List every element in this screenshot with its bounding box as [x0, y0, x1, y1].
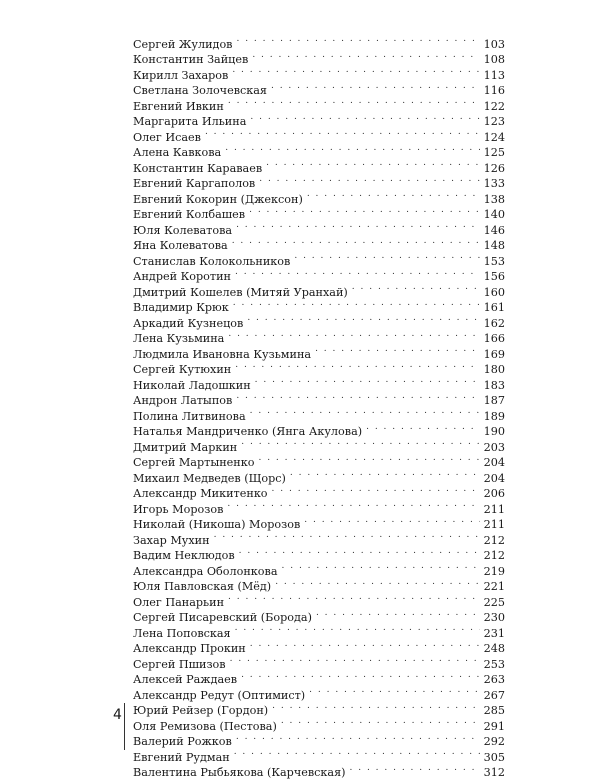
dot-leader: [259, 172, 480, 188]
toc-entry-page: 140: [483, 208, 505, 221]
toc-entry-name: Олег Панарьин: [133, 595, 225, 609]
toc-entry-name: Станислав Колокольников: [133, 254, 291, 268]
dot-leader: [227, 497, 480, 513]
toc-entry-name: Евгений Ивкин: [133, 99, 224, 113]
dot-leader: [290, 466, 480, 482]
toc-entry-name: Наталья Мандриченко (Янга Акулова): [133, 425, 363, 438]
dot-leader: [232, 234, 480, 250]
toc-entry-name: Лена Кузьмина: [133, 332, 225, 345]
toc-entry-page: 108: [483, 53, 505, 66]
toc-entry-name: Кирилл Захаров: [133, 68, 229, 82]
toc-entry-page: 162: [483, 316, 505, 330]
dot-leader: [235, 265, 480, 281]
toc-entry-name: Светлана Золочевская: [133, 84, 267, 97]
dot-leader: [252, 48, 480, 64]
toc-entry-name: Сергей Жулидов: [133, 37, 233, 51]
toc-entry-name: Владимир Крюк: [133, 301, 229, 314]
toc-entry-page: 161: [483, 301, 505, 314]
dot-leader: [214, 528, 480, 544]
dot-leader: [241, 435, 480, 451]
dot-leader: [239, 544, 480, 560]
toc-entry-name: Дмитрий Маркин: [133, 440, 238, 454]
dot-leader: [230, 652, 480, 668]
toc-entry-page: 230: [483, 611, 505, 624]
toc-entry-page: 169: [483, 347, 505, 361]
toc-entry-page: 221: [483, 580, 505, 593]
toc-entry-page: 231: [483, 626, 505, 640]
toc-entry-name: Маргарита Ильина: [133, 115, 247, 128]
toc-entry-name: Александр Прокин: [133, 642, 246, 655]
toc-entry-name: Евгений Колбашев: [133, 208, 246, 221]
toc-entry-page: 211: [483, 502, 505, 516]
dot-leader: [235, 358, 480, 374]
toc-entry-page: 291: [483, 719, 505, 733]
toc-entry-page: 103: [483, 37, 505, 51]
toc-entry-page: 124: [483, 130, 505, 144]
dot-leader: [307, 187, 480, 203]
dot-leader: [234, 745, 480, 761]
toc-entry-name: Евгений Рудман: [133, 750, 230, 764]
toc-entry-name: Валерий Рожков: [133, 735, 232, 748]
dot-leader: [282, 559, 481, 575]
toc-entry-page: 138: [483, 192, 505, 206]
toc-entry-page: 204: [483, 471, 505, 485]
page-edge-rule: [124, 703, 125, 750]
dot-leader: [249, 203, 480, 219]
toc-entry-page: 253: [483, 657, 505, 671]
dot-leader: [315, 342, 480, 358]
dot-leader: [272, 699, 480, 715]
toc-entry-name: Вадим Неклюдов: [133, 549, 235, 562]
dot-leader: [225, 141, 480, 157]
toc-entry-name: Юля Павловская (Мёд): [133, 580, 272, 593]
toc-entry-name: Полина Литвинова: [133, 409, 246, 423]
dot-leader: [236, 730, 480, 746]
dot-leader: [350, 761, 481, 777]
toc-entry-name: Яна Колеватова: [133, 239, 228, 252]
toc-entry-page: 160: [483, 285, 505, 299]
toc-entry-page: 204: [483, 456, 505, 469]
toc-entry-name: Людмила Ивановна Кузьмина: [133, 347, 312, 361]
dot-leader: [250, 404, 480, 420]
toc-entry-name: Алена Кавкова: [133, 146, 222, 159]
dot-leader: [205, 125, 480, 141]
toc-entry-page: 305: [483, 750, 505, 764]
toc-entry-page: 187: [483, 394, 505, 407]
dot-leader: [266, 156, 480, 172]
toc-entry-name: Александр Микитенко: [133, 487, 268, 500]
dot-leader: [275, 575, 480, 591]
toc-entry-page: 146: [483, 223, 505, 237]
toc-entry-name: Лена Поповская: [133, 626, 231, 640]
toc-entry-name: Евгений Кокорин (Джексон): [133, 192, 303, 206]
dot-leader: [241, 668, 480, 684]
toc-entry-page: 126: [483, 161, 505, 175]
toc-entry-page: 211: [483, 518, 505, 531]
toc-entry-name: Константин Караваев: [133, 161, 263, 175]
toc-entry-name: Сергей Писаревский (Борода): [133, 611, 312, 624]
toc-entry-name: Аркадий Кузнецов: [133, 316, 244, 330]
dot-leader: [236, 32, 480, 48]
toc-entry-name: Сергей Мартыненко: [133, 456, 255, 469]
dot-leader: [228, 327, 480, 343]
toc-entry-page: 183: [483, 378, 505, 392]
dot-leader: [304, 513, 480, 529]
toc-entry-name: Юля Колеватова: [133, 223, 233, 237]
dot-leader: [294, 249, 480, 265]
toc-entry-name: Сергей Кутюхин: [133, 363, 232, 376]
dot-leader: [250, 637, 480, 653]
toc-entry-page: 190: [483, 425, 505, 438]
dot-leader: [228, 590, 480, 606]
toc-entry-name: Евгений Каргаполов: [133, 177, 256, 190]
toc-entry-page: 285: [483, 704, 505, 717]
toc-entry: [133, 32, 505, 51]
toc-entry-page: 133: [483, 177, 505, 190]
table-of-contents: [133, 32, 505, 779]
toc-entry-name: Алексей Раждаев: [133, 673, 238, 686]
toc-entry-page: 148: [483, 239, 505, 252]
dot-leader: [316, 606, 480, 622]
toc-entry-page: 156: [483, 270, 505, 283]
toc-entry-page: 180: [483, 363, 505, 376]
toc-entry-page: 125: [483, 146, 505, 159]
toc-entry-name: Александр Редут (Оптимист): [133, 688, 306, 702]
toc-entry-page: 267: [483, 688, 505, 702]
dot-leader: [352, 280, 480, 296]
toc-entry-page: 206: [483, 487, 505, 500]
toc-entry-page: 219: [483, 564, 505, 578]
dot-leader: [250, 110, 480, 126]
toc-entry-page: 189: [483, 409, 505, 423]
toc-entry-name: Сергей Пшизов: [133, 657, 226, 671]
dot-leader: [233, 296, 480, 312]
toc-entry-page: 212: [483, 549, 505, 562]
toc-entry-page: 203: [483, 440, 505, 454]
dot-leader: [236, 389, 480, 405]
toc-entry-page: 312: [483, 766, 505, 779]
toc-entry-page: 123: [483, 115, 505, 128]
toc-entry-page: 116: [483, 84, 505, 97]
toc-entry-name: Валентина Рыбьякова (Карчевская): [133, 766, 346, 779]
dot-leader: [232, 63, 480, 79]
dot-leader: [272, 482, 480, 498]
toc-entry-name: Андрон Латыпов: [133, 394, 233, 407]
dot-leader: [228, 94, 480, 110]
toc-entry-name: Юрий Рейзер (Гордон): [133, 704, 269, 717]
dot-leader: [247, 311, 480, 327]
dot-leader: [281, 714, 480, 730]
dot-leader: [235, 621, 480, 637]
page-number: 4: [113, 707, 122, 723]
toc-entry-name: Константин Зайцев: [133, 53, 249, 66]
toc-entry-page: 122: [483, 99, 505, 113]
toc-entry-name: Николай (Никоша) Морозов: [133, 518, 301, 531]
toc-entry-name: Оля Ремизова (Пестова): [133, 719, 277, 733]
toc-entry-page: 263: [483, 673, 505, 686]
toc-entry-page: 248: [483, 642, 505, 655]
toc-entry-name: Александра Оболонкова: [133, 564, 278, 578]
toc-entry-name: Захар Мухин: [133, 533, 210, 547]
toc-entry-name: Игорь Морозов: [133, 502, 224, 516]
dot-leader: [255, 373, 480, 389]
toc-entry-page: 166: [483, 332, 505, 345]
toc-entry-page: 225: [483, 595, 505, 609]
toc-entry-name: Михаил Медведев (Щорс): [133, 471, 286, 485]
toc-entry-name: Николай Ладошкин: [133, 378, 251, 392]
toc-entry-page: 153: [483, 254, 505, 268]
dot-leader: [366, 420, 480, 436]
dot-leader: [236, 218, 480, 234]
toc-entry-page: 212: [483, 533, 505, 547]
toc-entry-name: Андрей Коротин: [133, 270, 232, 283]
dot-leader: [271, 79, 480, 95]
toc-entry-page: 113: [483, 68, 505, 82]
toc-entry-name: Дмитрий Кошелев (Митяй Уранхай): [133, 285, 348, 299]
toc-entry-page: 292: [483, 735, 505, 748]
toc-entry-name: Олег Исаев: [133, 130, 201, 144]
dot-leader: [258, 451, 480, 467]
dot-leader: [309, 683, 480, 699]
